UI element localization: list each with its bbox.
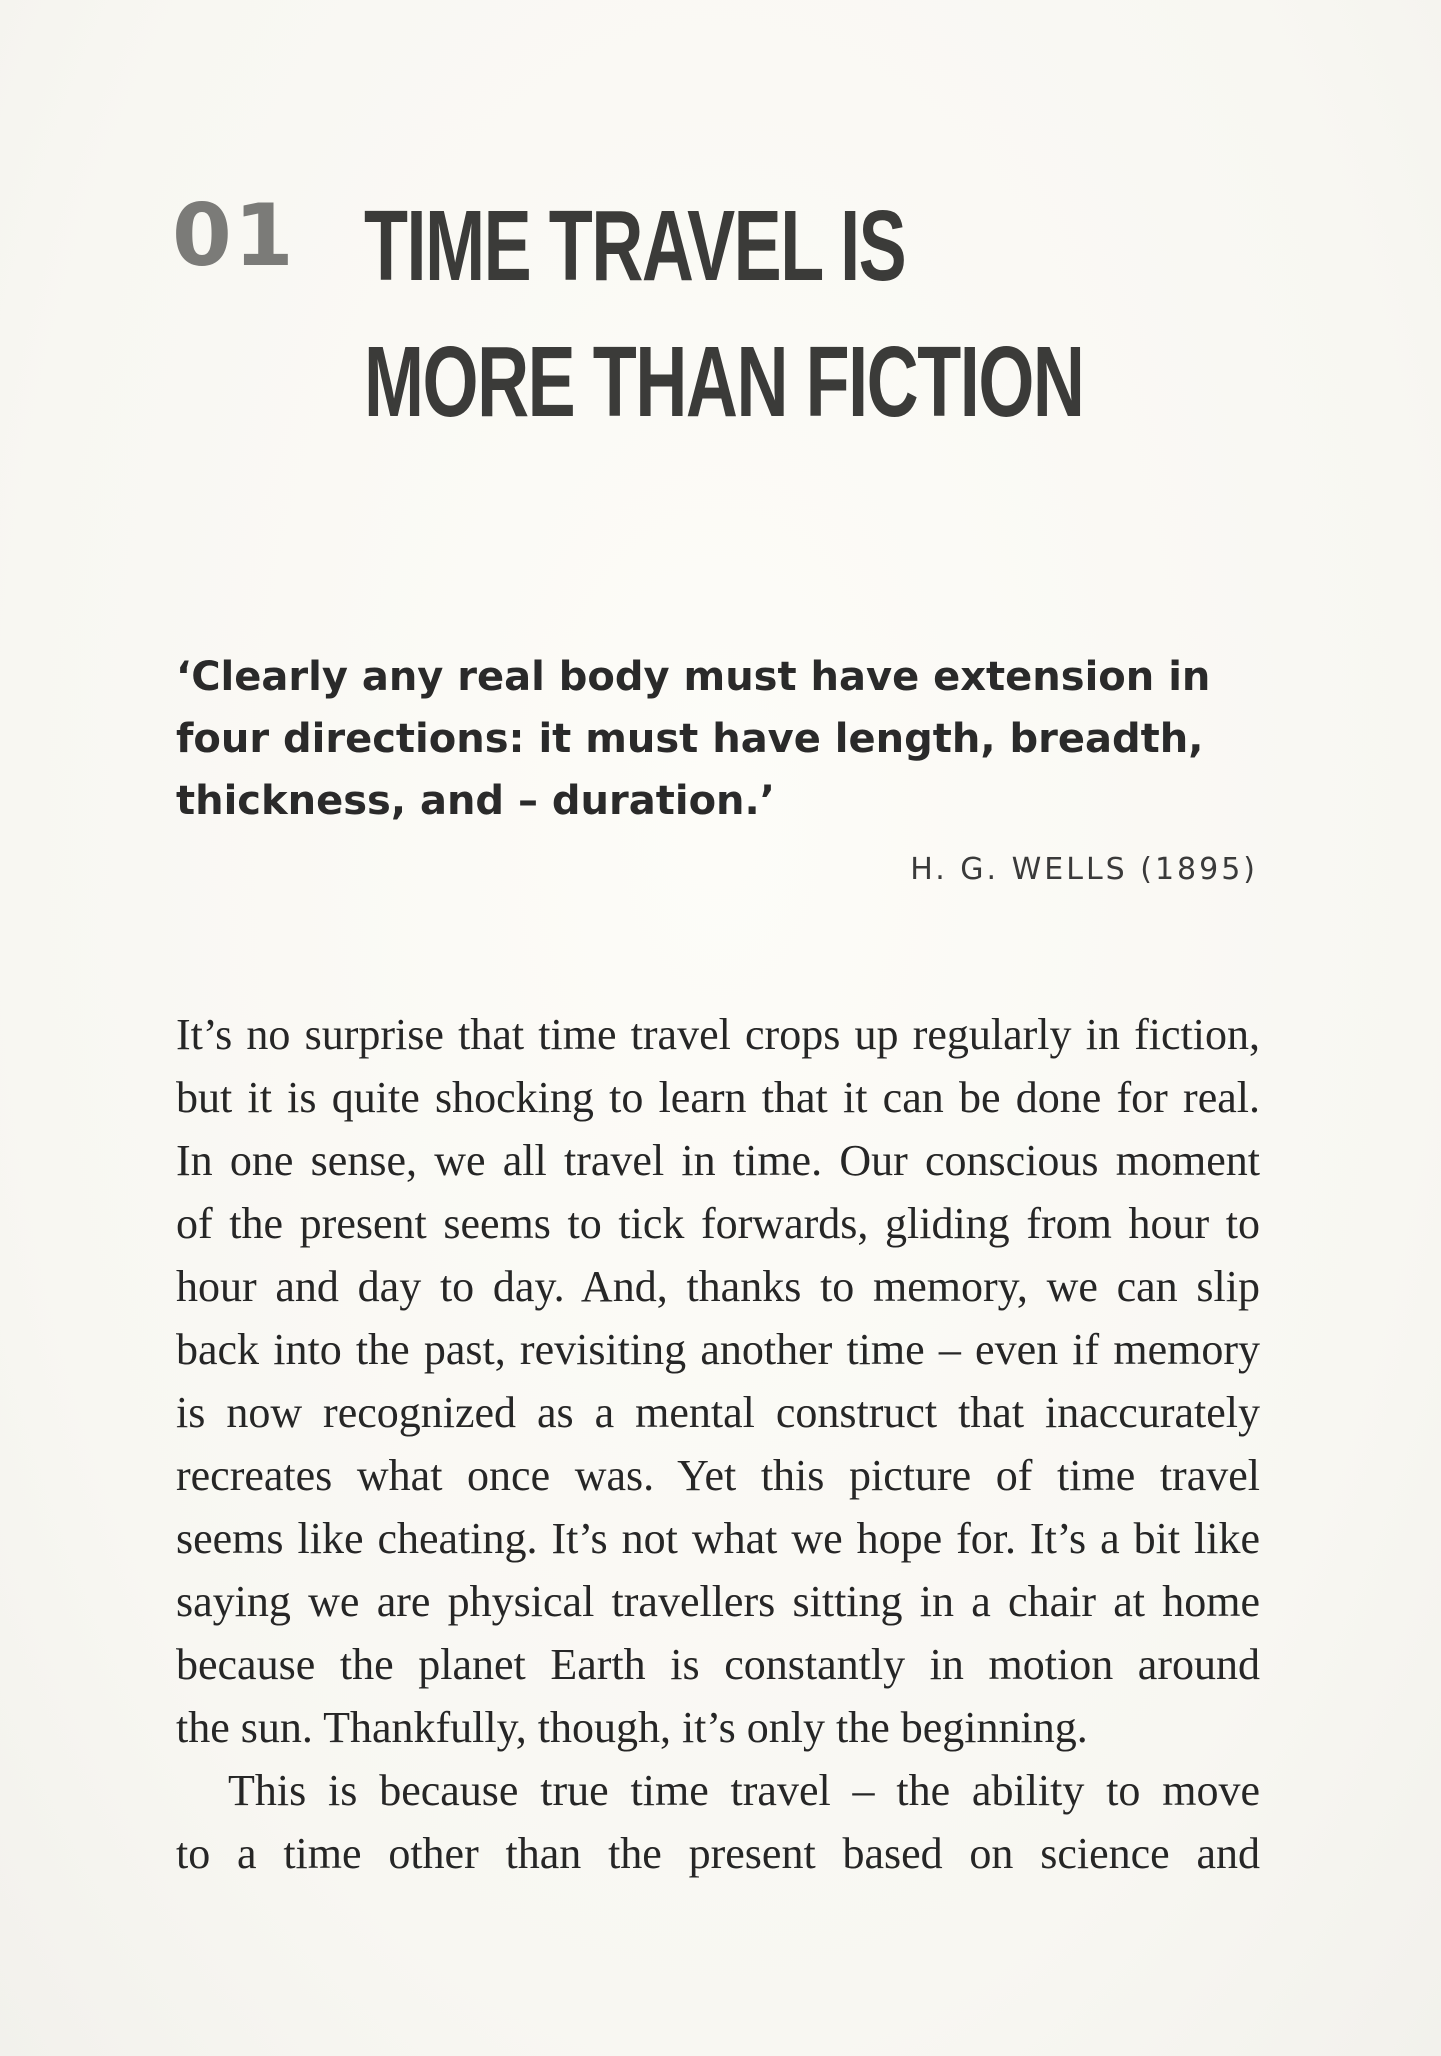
epigraph-quote-line: four directions: it must have length, breadth, (176, 716, 1204, 762)
body-line: seems like cheating. It’s not what we hope for. It’s a bit like (176, 1514, 1260, 1563)
body-line: to a time other than the present based on science and (176, 1829, 1260, 1878)
body-text (176, 1003, 1260, 1885)
body-line: the sun. Thankfully, though, it’s only the beginning. (176, 1703, 1088, 1752)
body-line: This is because true time travel – the ability to move (228, 1766, 1260, 1815)
body-line: back into the past, revisiting another time – even if memory (176, 1325, 1260, 1374)
chapter-title (364, 178, 1083, 450)
epigraph (176, 646, 1266, 887)
body-line: It’s no surprise that time travel crops up regularly in fiction, (176, 1010, 1260, 1059)
epigraph-attribution: H. G. WELLS (1895) (910, 852, 1258, 887)
chapter-number: 01 (172, 186, 296, 286)
body-line: saying we are physical travellers sitting in a chair at home (176, 1577, 1260, 1626)
body-line: In one sense, we all travel in time. Our conscious moment (176, 1136, 1260, 1185)
body-line: but it is quite shocking to learn that it can be done for real. (176, 1073, 1260, 1122)
chapter-title-line: MORE THAN FICTION (364, 326, 1084, 438)
body-line: is now recognized as a mental construct that inaccurately (176, 1388, 1260, 1437)
epigraph-quote-line: thickness, and – duration.’ (176, 778, 775, 824)
chapter-title-line: TIME TRAVEL IS (364, 190, 906, 302)
paragraph-1 (176, 1003, 1260, 1759)
epigraph-quote-line: ‘Clearly any real body must have extension in (176, 654, 1211, 700)
body-line: of the present seems to tick forwards, gliding from hour to (176, 1199, 1260, 1248)
body-line: recreates what once was. Yet this picture of time travel (176, 1451, 1260, 1500)
epigraph-quote (176, 646, 1266, 832)
body-line: hour and day to day. And, thanks to memory, we can slip (176, 1262, 1260, 1311)
paragraph-2 (176, 1759, 1260, 1885)
body-line: because the planet Earth is constantly in motion around (176, 1640, 1260, 1689)
